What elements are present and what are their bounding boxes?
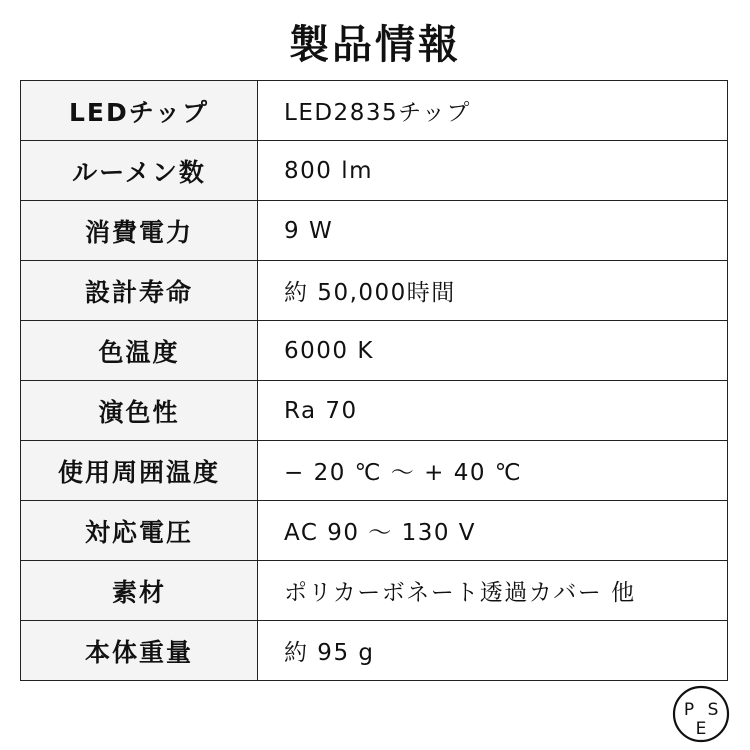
pse-letter-s: S xyxy=(707,700,719,720)
spec-key: 色温度 xyxy=(21,321,258,381)
spec-value: ポリカーボネート透過カバー 他 xyxy=(258,561,728,621)
pse-letter-p: P xyxy=(683,700,695,720)
spec-value: Ra 70 xyxy=(258,381,728,441)
spec-value: − 20 ℃ ～ + 40 ℃ xyxy=(258,441,728,501)
pse-mark-icon xyxy=(671,684,731,744)
spec-row-color-temperature xyxy=(21,321,728,381)
spec-row-power xyxy=(21,201,728,261)
spec-row-ambient-temperature xyxy=(21,441,728,501)
spec-key: 設計寿命 xyxy=(21,261,258,321)
spec-value: 9 W xyxy=(258,201,728,261)
spec-value: 約 50,000時間 xyxy=(258,261,728,321)
spec-value: LED2835チップ xyxy=(258,81,728,141)
spec-table xyxy=(20,80,728,681)
spec-key: 演色性 xyxy=(21,381,258,441)
spec-value: 6000 K xyxy=(258,321,728,381)
spec-key: LEDチップ xyxy=(21,81,258,141)
spec-key: 対応電圧 xyxy=(21,501,258,561)
spec-key: 本体重量 xyxy=(21,621,258,681)
spec-value: AC 90 ～ 130 V xyxy=(258,501,728,561)
spec-row-material xyxy=(21,561,728,621)
spec-row-led-chip xyxy=(21,81,728,141)
spec-row-weight xyxy=(21,621,728,681)
spec-row-lifetime xyxy=(21,261,728,321)
spec-key: ルーメン数 xyxy=(21,141,258,201)
spec-value: 約 95 g xyxy=(258,621,728,681)
spec-key: 素材 xyxy=(21,561,258,621)
spec-row-voltage xyxy=(21,501,728,561)
pse-letter-e: E xyxy=(695,719,707,739)
spec-row-lumen xyxy=(21,141,728,201)
page-title: 製品情報 xyxy=(289,22,461,68)
spec-key: 消費電力 xyxy=(21,201,258,261)
spec-value: 800 lm xyxy=(258,141,728,201)
spec-key: 使用周囲温度 xyxy=(21,441,258,501)
spec-row-color-rendering xyxy=(21,381,728,441)
